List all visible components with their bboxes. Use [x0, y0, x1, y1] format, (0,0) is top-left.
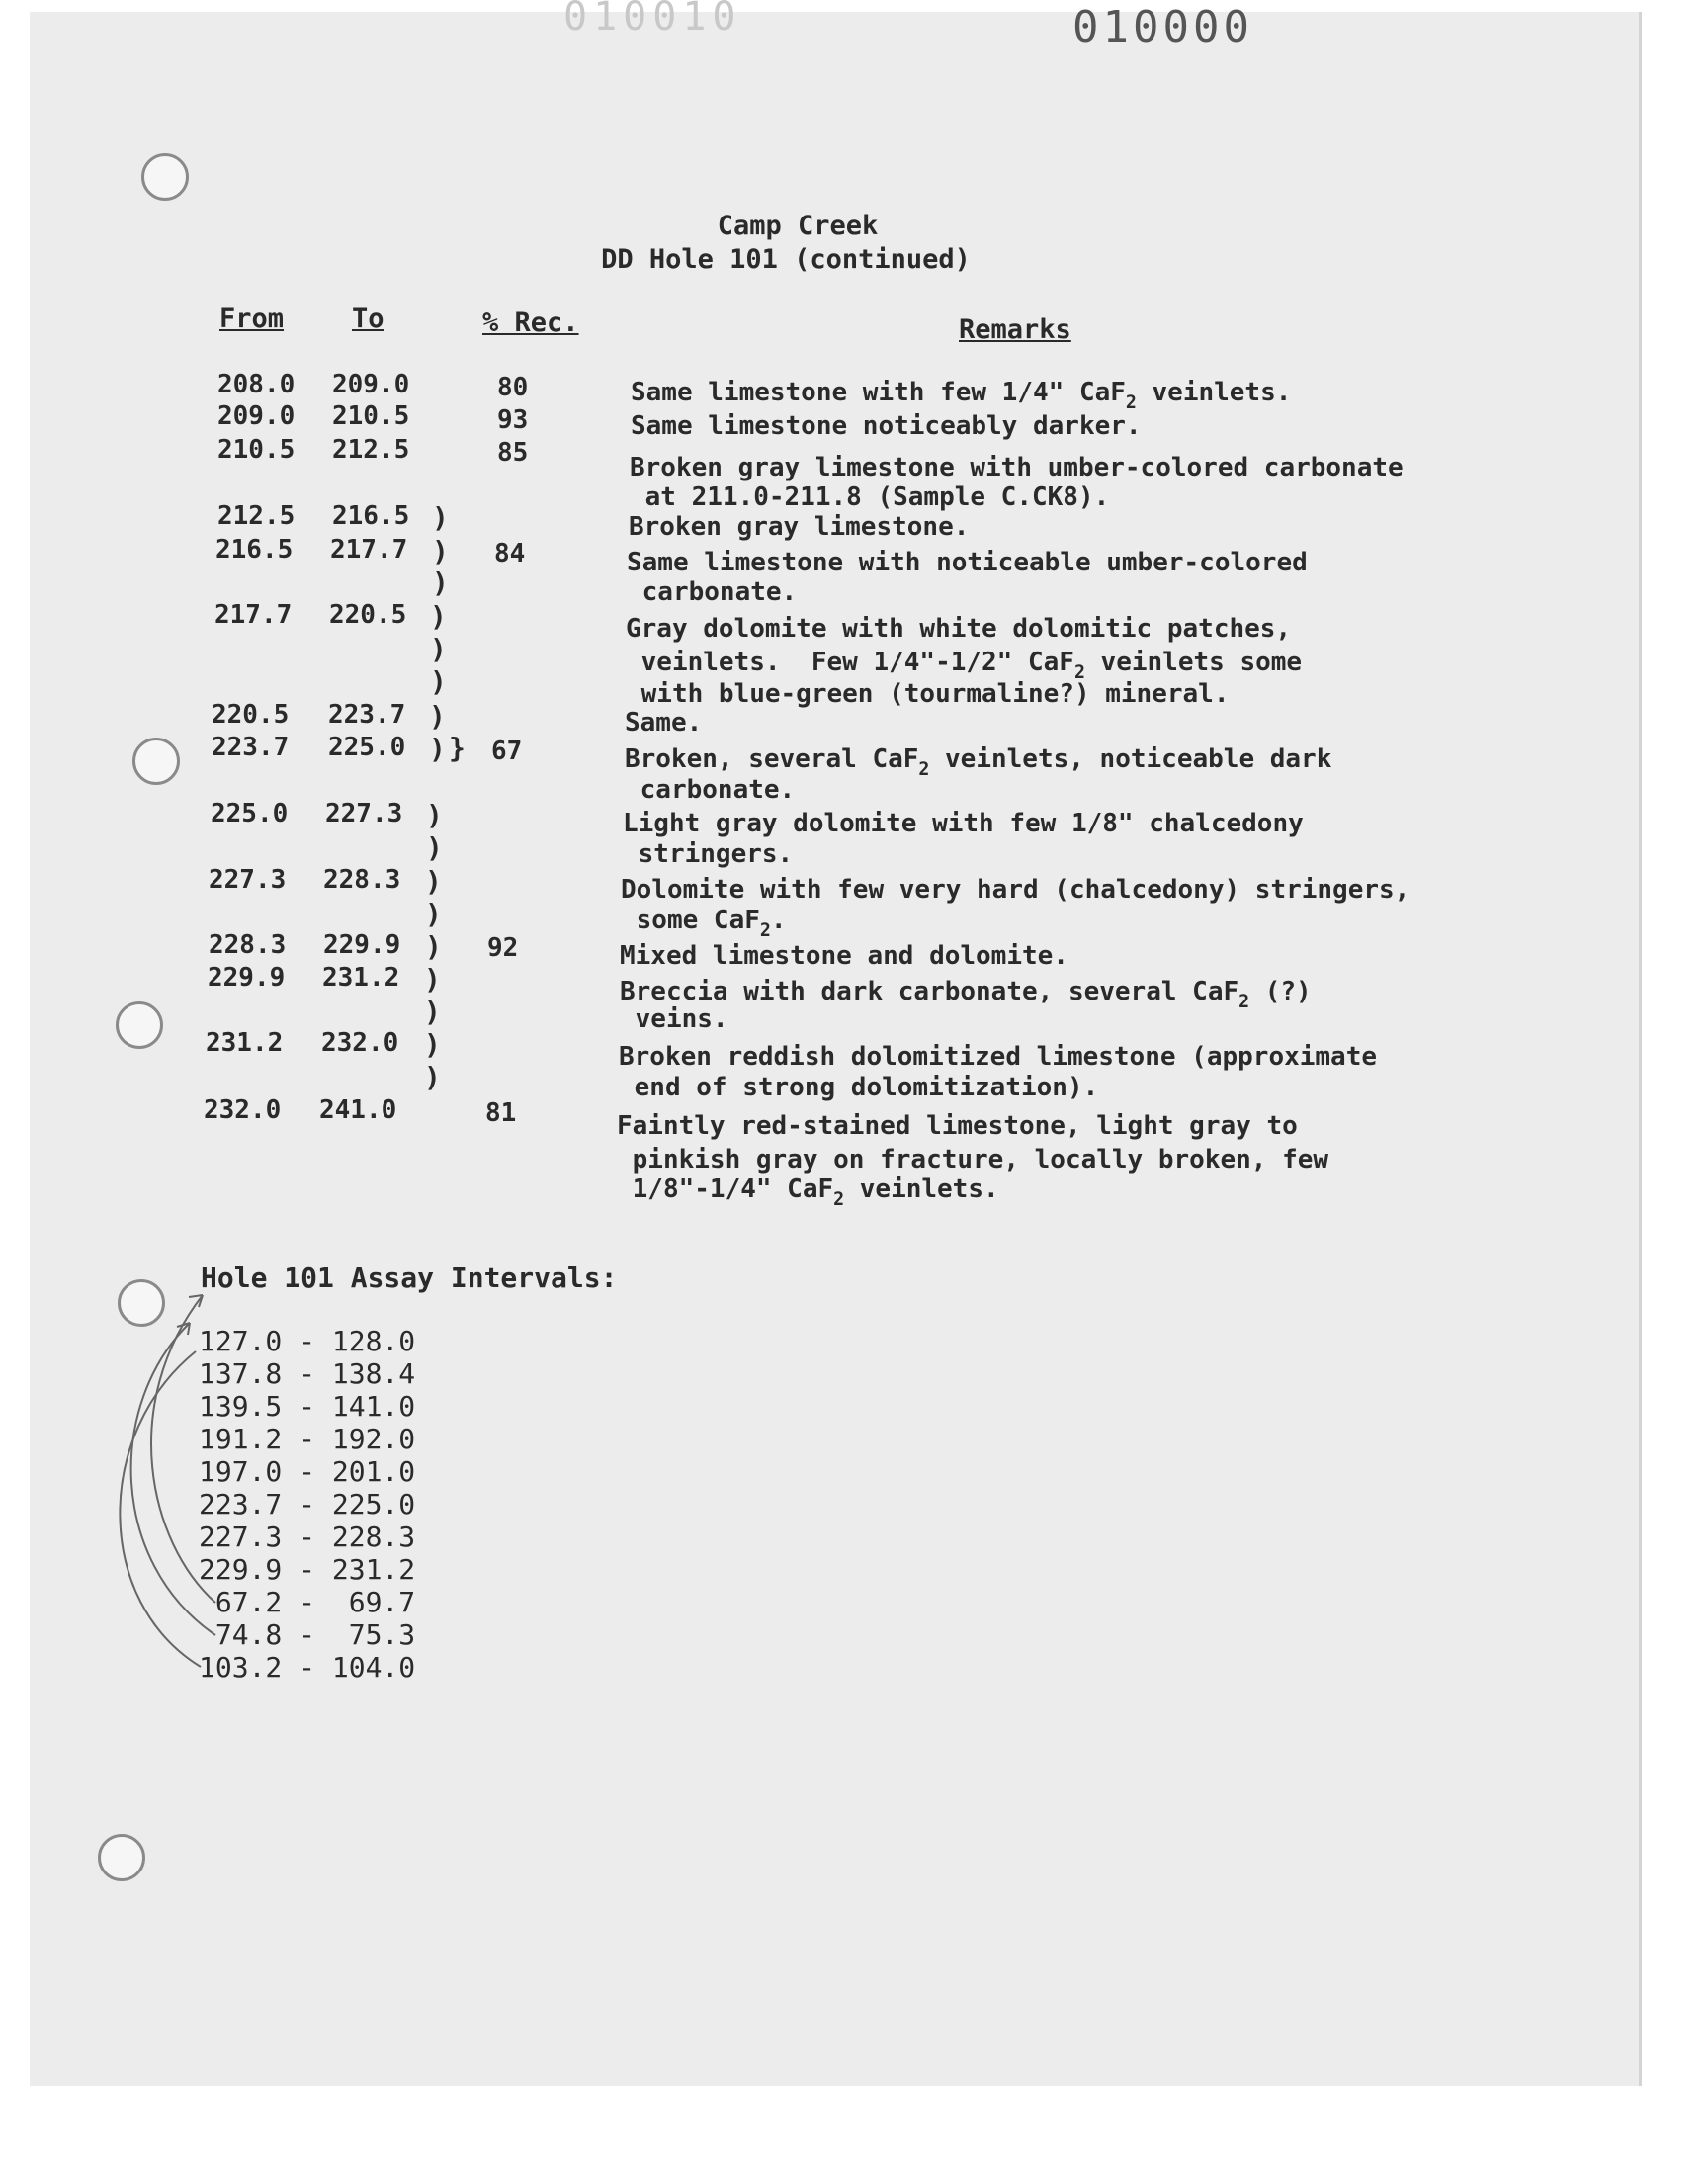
header-rec: % Rec. — [482, 307, 579, 338]
remark-line: at 211.0-211.8 (Sample C.CK8). — [630, 482, 1110, 512]
row-to: 223.7 — [328, 700, 406, 730]
remark-line: Broken reddish dolomitized limestone (approximate — [619, 1042, 1378, 1072]
row-to: 209.0 — [332, 370, 410, 399]
remark-line: pinkish gray on fracture, locally broken, few — [617, 1145, 1329, 1174]
remark-line: some CaF$_2$. — [621, 906, 787, 942]
row-from: 220.5 — [212, 700, 290, 730]
row-rec: 92 — [487, 933, 519, 963]
row-to: 232.0 — [321, 1028, 399, 1058]
assay-interval: 137.8 - 138.4 — [199, 1357, 416, 1390]
remark-line: Dolomite with few very hard (chalcedony) stringers, — [621, 875, 1410, 905]
row-to: 227.3 — [325, 799, 403, 828]
row-from: 227.3 — [209, 865, 287, 895]
bracket-mark: ) — [425, 865, 442, 898]
assay-interval: 227.3 - 228.3 — [199, 1521, 416, 1553]
row-rec: 80 — [497, 373, 529, 402]
assay-interval: 223.7 - 225.0 — [199, 1488, 416, 1521]
bracket-mark: ) — [425, 898, 442, 930]
faint-document-number: 010010 — [563, 0, 742, 40]
row-rec: 84 — [494, 539, 526, 568]
bracket-mark: ) — [424, 1061, 441, 1093]
row-from: 212.5 — [217, 501, 296, 531]
remark-line: with blue-green (tourmaline?) mineral. — [626, 679, 1230, 709]
bracket-mark: ) — [424, 963, 441, 996]
row-to: 228.3 — [323, 865, 401, 895]
row-from: 229.9 — [208, 963, 286, 993]
row-to: 210.5 — [332, 401, 410, 431]
row-from: 225.0 — [211, 799, 289, 828]
remark-line: veins. — [620, 1004, 728, 1034]
remark-line: Broken gray limestone with umber-colored carbonate — [630, 453, 1404, 482]
title-line-2: DD Hole 101 (continued) — [601, 244, 971, 275]
remark-line: Light gray dolomite with few 1/8" chalcedony — [623, 809, 1304, 838]
bracket-mark: ) — [429, 733, 446, 765]
assay-heading: Hole 101 Assay Intervals: — [201, 1262, 618, 1294]
row-to: 212.5 — [332, 435, 410, 465]
bracket-mark: ) — [426, 831, 443, 864]
bracket-mark: ) — [424, 1028, 441, 1061]
remark-line: carbonate. — [627, 577, 798, 607]
bracket-mark: ) — [432, 566, 449, 599]
remark-line: 1/8"-1/4" CaF$_2$ veinlets. — [617, 1174, 999, 1211]
remark-line: Gray dolomite with white dolomitic patches, — [626, 614, 1292, 644]
row-to: 231.2 — [322, 963, 400, 993]
remark-line: end of strong dolomitization). — [619, 1073, 1099, 1102]
row-to: 225.0 — [328, 733, 406, 762]
title-line-1: Camp Creek — [717, 211, 879, 241]
row-rec: 93 — [497, 405, 529, 435]
assay-interval: 127.0 - 128.0 — [199, 1325, 416, 1357]
bracket-mark: ) — [430, 665, 447, 698]
remark-line: Same. — [625, 708, 703, 738]
remark-line: Same limestone with noticeable umber-colored — [627, 548, 1308, 577]
bracket-mark: ) — [430, 633, 447, 665]
bracket-mark: ) — [424, 996, 441, 1028]
remark-line: Same limestone with few 1/4" CaF$_2$ veinlets. — [631, 378, 1292, 414]
row-from: 232.0 — [204, 1095, 282, 1125]
remark-line: carbonate. — [625, 775, 796, 805]
remark-line: Broken, several CaF$_2$ veinlets, noticeable dark — [625, 744, 1332, 781]
row-to: 220.5 — [329, 600, 407, 630]
row-from: 228.3 — [209, 930, 287, 960]
bracket-mark: ) — [425, 930, 442, 963]
bracket-mark: ) — [430, 600, 447, 633]
row-to: 216.5 — [332, 501, 410, 531]
row-from: 210.5 — [217, 435, 296, 465]
row-rec: 85 — [497, 438, 529, 468]
bracket-mark: ) — [429, 700, 446, 733]
row-rec: 67 — [491, 737, 523, 766]
remark-line: Broken gray limestone. — [629, 512, 970, 542]
header-remarks: Remarks — [959, 314, 1071, 345]
row-from: 217.7 — [214, 600, 293, 630]
row-from: 231.2 — [206, 1028, 284, 1058]
document-number: 010000 — [1072, 2, 1253, 52]
bracket-mark: ) — [426, 799, 443, 831]
assay-interval: 74.8 - 75.3 — [199, 1618, 416, 1651]
header-to: To — [352, 304, 384, 334]
assay-interval: 229.9 - 231.2 — [199, 1553, 416, 1586]
row-to: 217.7 — [330, 535, 408, 565]
remark-line: Mixed limestone and dolomite. — [620, 941, 1068, 971]
row-to: 229.9 — [323, 930, 401, 960]
row-from: 208.0 — [217, 370, 296, 399]
remark-line: Breccia with dark carbonate, several CaF$_2$ (?) — [620, 977, 1312, 1013]
remark-line: Faintly red-stained limestone, light gray to — [617, 1111, 1298, 1141]
header-from: From — [219, 304, 285, 334]
remark-line: stringers. — [623, 839, 794, 869]
row-from: 209.0 — [217, 401, 296, 431]
assay-interval: 191.2 - 192.0 — [199, 1423, 416, 1455]
assay-interval: 67.2 - 69.7 — [199, 1586, 416, 1618]
assay-interval: 197.0 - 201.0 — [199, 1455, 416, 1488]
bracket-mark: } — [449, 732, 466, 764]
remark-line: veinlets. Few 1/4"-1/2" CaF$_2$ veinlets some — [626, 648, 1303, 684]
bracket-mark: ) — [432, 535, 449, 567]
assay-interval: 139.5 - 141.0 — [199, 1390, 416, 1423]
row-from: 223.7 — [212, 733, 290, 762]
assay-interval: 103.2 - 104.0 — [199, 1651, 416, 1684]
row-from: 216.5 — [215, 535, 294, 565]
remark-line: Same limestone noticeably darker. — [631, 411, 1142, 441]
bracket-mark: ) — [432, 501, 449, 534]
row-rec: 81 — [485, 1098, 517, 1128]
row-to: 241.0 — [319, 1095, 397, 1125]
